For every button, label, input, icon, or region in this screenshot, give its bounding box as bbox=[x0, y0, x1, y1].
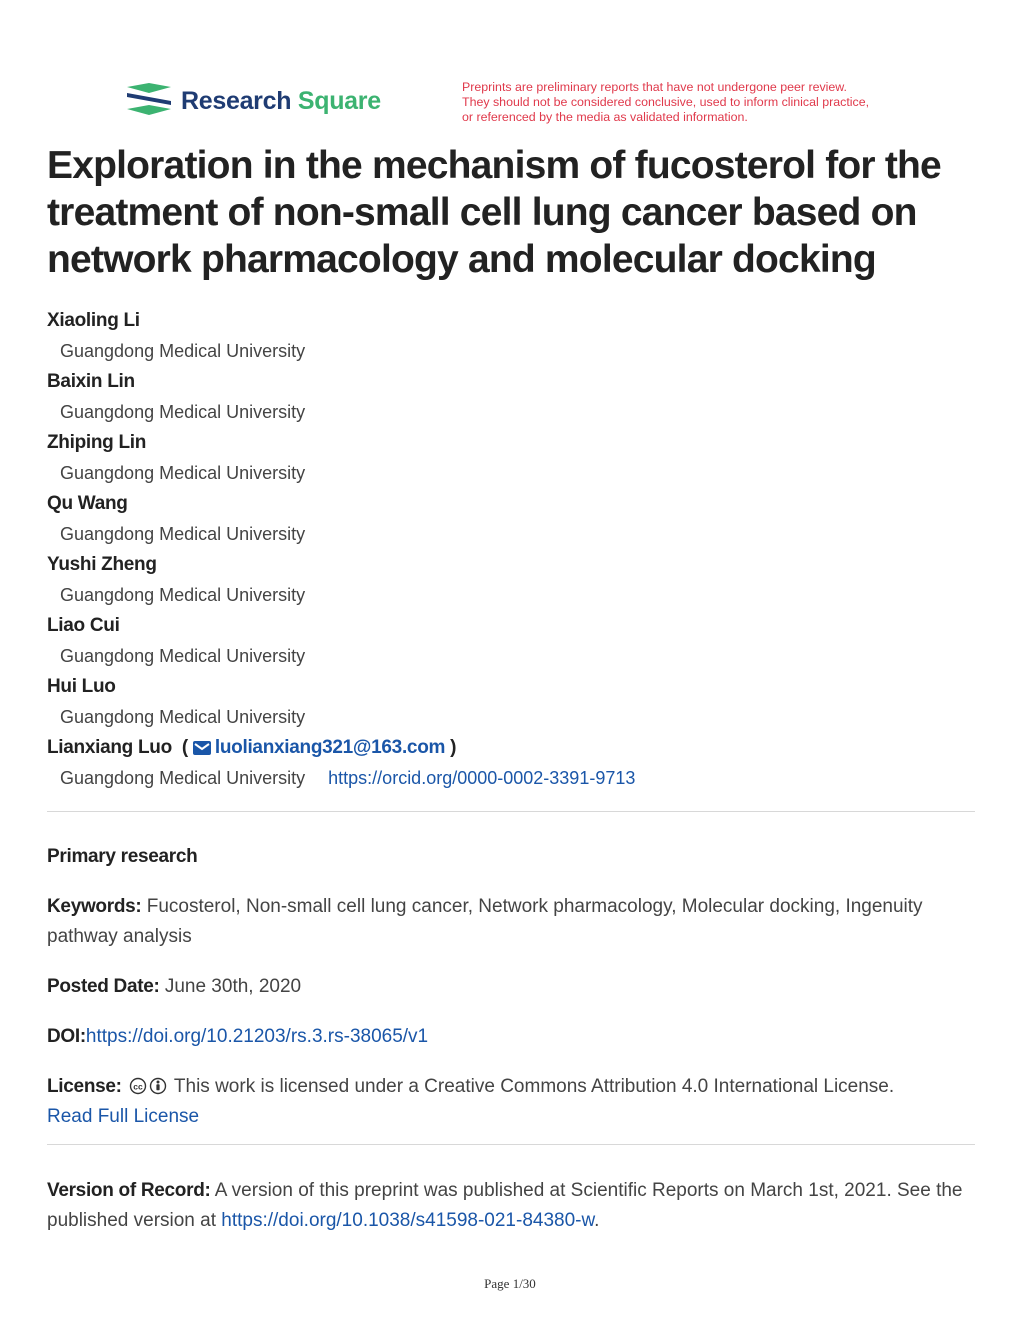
author-name: Liao Cui bbox=[47, 615, 120, 636]
author-affiliation: Guangdong Medical University bbox=[60, 768, 306, 788]
author-affiliation: Guangdong Medical University bbox=[60, 463, 306, 483]
posted-date-label: Posted Date: bbox=[47, 976, 160, 997]
doi bbox=[47, 1022, 977, 1052]
license-text: This work is licensed under a Creative Commons Attribution 4.0 International License. bbox=[173, 1076, 895, 1097]
research-square-logo-icon bbox=[125, 83, 173, 119]
paper-title: Exploration in the mechanism of fucosterol for the treatment of non-small cell lung cancer based on network pharmacology and molecular docking bbox=[47, 144, 941, 281]
section-divider bbox=[47, 811, 975, 812]
author-affiliation: Guangdong Medical University bbox=[60, 646, 306, 666]
version-of-record-end: . bbox=[594, 1210, 600, 1231]
notice-line: Preprints are preliminary reports that have not undergone peer review. bbox=[462, 80, 848, 94]
keywords-value: Fucosterol, Non-small cell lung cancer, Network pharmacology, Molecular docking, Ingenuity pathway analysis bbox=[47, 896, 923, 947]
author-entry bbox=[47, 550, 977, 611]
logo-word-square: Square bbox=[297, 86, 381, 115]
author-affiliation-line bbox=[47, 763, 977, 794]
author-list bbox=[47, 306, 977, 794]
author-affiliation: Guangdong Medical University bbox=[60, 707, 306, 727]
version-of-record-label: Version of Record: bbox=[47, 1180, 211, 1201]
read-full-license-link[interactable]: Read Full License bbox=[47, 1106, 200, 1127]
notice-line: or referenced by the media as validated information. bbox=[462, 110, 748, 124]
author-name: Xiaoling Li bbox=[47, 310, 140, 331]
keywords bbox=[47, 892, 977, 952]
author-affiliation: Guangdong Medical University bbox=[60, 402, 306, 422]
section-divider bbox=[47, 1144, 975, 1145]
orcid-link[interactable]: https://orcid.org/0000-0002-3391-9713 bbox=[328, 768, 636, 788]
close-paren: ) bbox=[450, 737, 457, 758]
creative-commons-icon bbox=[129, 1077, 167, 1095]
author-name: Zhiping Lin bbox=[47, 432, 147, 453]
license-label: License: bbox=[47, 1076, 122, 1097]
page-number: Page 1/30 bbox=[484, 1276, 536, 1291]
author-entry-corresponding bbox=[47, 733, 977, 794]
version-of-record-text: A version of this preprint was published at Scientific Reports on March 1st, 2021. See the published version at bbox=[47, 1180, 963, 1231]
header bbox=[0, 0, 1020, 130]
svg-text:cc: cc bbox=[133, 1081, 143, 1092]
author-entry bbox=[47, 367, 977, 428]
open-paren: ( bbox=[176, 737, 188, 758]
keywords-label: Keywords: bbox=[47, 896, 142, 917]
posted-date-value: June 30th, 2020 bbox=[164, 976, 302, 997]
author-entry bbox=[47, 672, 977, 733]
version-of-record bbox=[47, 1176, 977, 1236]
logo-word-research: Research bbox=[181, 86, 292, 115]
research-square-logo[interactable] bbox=[125, 83, 381, 119]
author-name: Baixin Lin bbox=[47, 371, 135, 392]
author-name: Hui Luo bbox=[47, 676, 116, 697]
author-affiliation: Guangdong Medical University bbox=[60, 524, 306, 544]
author-name: Qu Wang bbox=[47, 493, 128, 514]
author-affiliation: Guangdong Medical University bbox=[60, 585, 306, 605]
author-email[interactable]: luolianxiang321@163.com bbox=[214, 737, 446, 758]
published-version-link[interactable]: https://doi.org/10.1038/s41598-021-84380-w bbox=[221, 1210, 595, 1231]
doi-link[interactable]: https://doi.org/10.21203/rs.3.rs-38065/v1 bbox=[85, 1026, 429, 1047]
author-affiliation: Guangdong Medical University bbox=[60, 341, 306, 361]
author-entry bbox=[47, 611, 977, 672]
posted-date bbox=[47, 972, 977, 1002]
author-entry bbox=[47, 428, 977, 489]
license bbox=[47, 1072, 977, 1132]
author-entry bbox=[47, 489, 977, 550]
envelope-icon bbox=[193, 741, 211, 755]
author-name: Lianxiang Luo bbox=[47, 737, 172, 758]
article-type bbox=[47, 842, 977, 872]
article-type-label: Primary research bbox=[47, 846, 198, 867]
author-email-link[interactable] bbox=[193, 737, 445, 758]
author-name-line bbox=[47, 733, 977, 763]
author-name: Yushi Zheng bbox=[47, 554, 157, 575]
preprint-notice bbox=[462, 80, 922, 125]
doi-label: DOI: bbox=[47, 1026, 86, 1047]
author-entry bbox=[47, 306, 977, 367]
logo-wordmark bbox=[181, 87, 381, 116]
notice-line: They should not be considered conclusive, used to inform clinical practice, bbox=[462, 95, 870, 109]
